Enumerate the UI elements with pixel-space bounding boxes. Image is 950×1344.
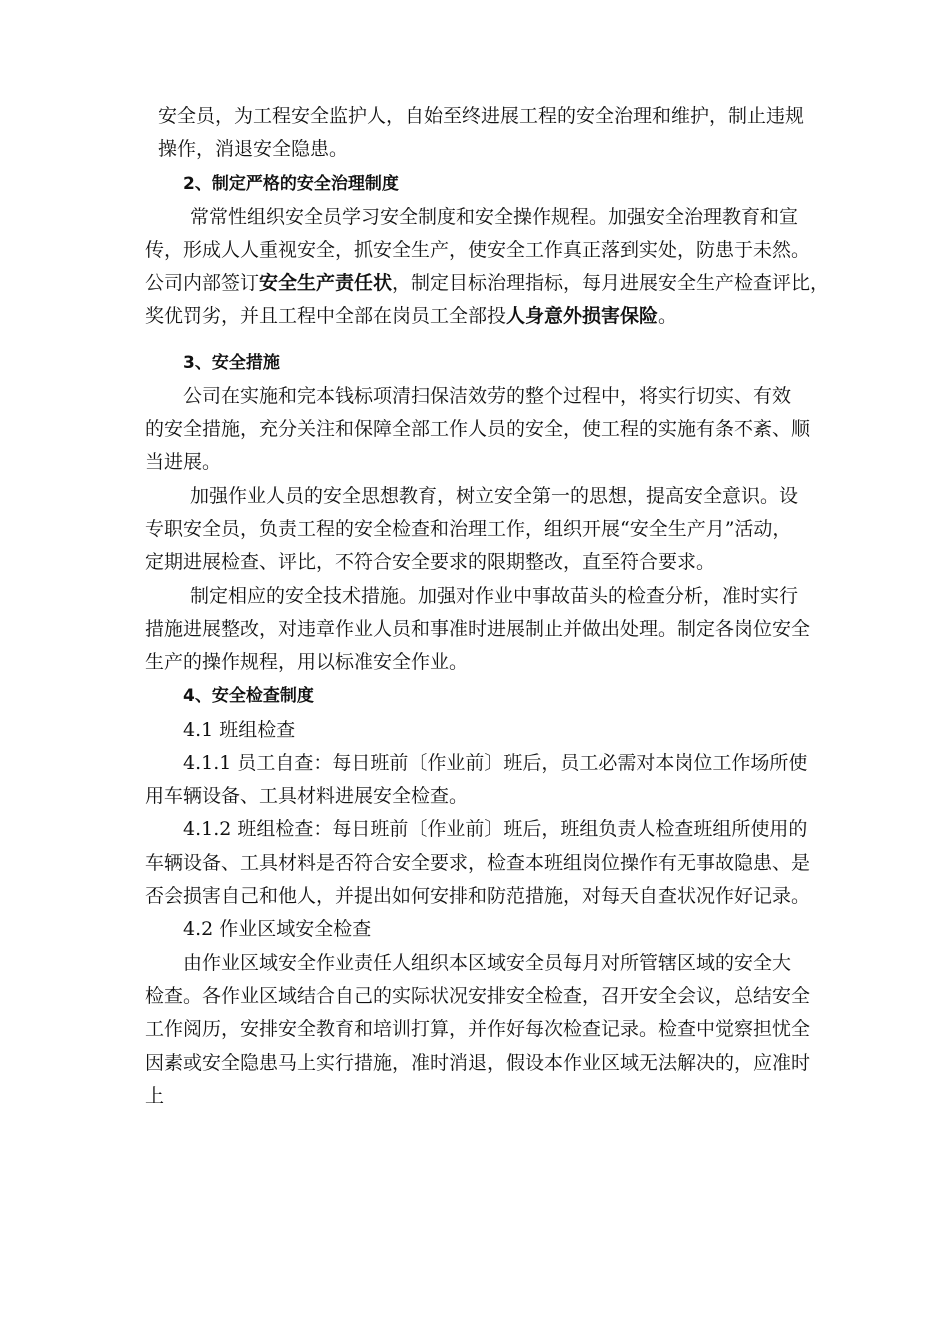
paragraph-line: 4.1.2 班组检查：每日班前〔作业前〕班后，班组负责人检查班组所使用的 xyxy=(183,818,808,840)
paragraph-line: 生产的操作规程，用以标准安全作业。 xyxy=(145,651,469,673)
paragraph-line: 常常性组织安全员学习安全制度和安全操作规程。加强安全治理教育和宣 xyxy=(190,206,799,228)
text-run: ，制定目标治理指标，每月进展安全生产检查评比， xyxy=(392,272,830,294)
section-heading-4: 4、安全检查制度 xyxy=(183,686,314,706)
subsection-heading-4-2: 4.2 作业区域安全检查 xyxy=(183,918,372,940)
paragraph-line: 用车辆设备、工具材料进展安全检查。 xyxy=(145,785,469,807)
paragraph-line: 因素或安全隐患马上实行措施，准时消退，假设本作业区域无法解决的，应准时 xyxy=(145,1052,811,1074)
paragraph-line: 上 xyxy=(145,1085,165,1107)
paragraph-line xyxy=(145,304,815,328)
paragraph-line: 安全员，为工程安全监护人，自始至终进展工程的安全治理和维护，制止违规 xyxy=(158,105,805,127)
text-run: 公司内部签订 xyxy=(145,272,260,294)
paragraph-line: 专职安全员，负责工程的安全检查和治理工作，组织开展“安全生产月”活动， xyxy=(145,518,792,540)
paragraph-line: 否会损害自己和他人，并提出如何安排和防范措施，对每天自查状况作好记录。 xyxy=(145,885,811,907)
paragraph-line: 公司在实施和完本钱标项清扫保洁效劳的整个过程中，将实行切实、有效 xyxy=(183,385,792,407)
paragraph-line: 当进展。 xyxy=(145,451,222,473)
section-heading-3: 3、安全措施 xyxy=(183,353,280,373)
paragraph-line: 制定相应的安全技术措施。加强对作业中事故苗头的检查分析，准时实行 xyxy=(190,585,799,607)
subsection-heading-4-1: 4.1 班组检查 xyxy=(183,719,296,741)
section-heading-2: 2、制定严格的安全治理制度 xyxy=(183,174,399,194)
paragraph-line: 传，形成人人重视安全，抓安全生产，使安全工作真正落到实处，防患于未然。 xyxy=(145,239,811,261)
bold-term-accident-insurance: 人身意外损害保险 xyxy=(506,305,659,327)
paragraph-line: 措施进展整改，对违章作业人员和事准时进展制止并做出处理。制定各岗位安全 xyxy=(145,618,811,640)
paragraph-line: 定期进展检查、评比，不符合安全要求的限期整改，直至符合要求。 xyxy=(145,551,716,573)
paragraph-line xyxy=(145,271,830,295)
text-run: 。 xyxy=(658,305,678,327)
paragraph-line: 4.1.1 员工自查：每日班前〔作业前〕班后，员工必需对本岗位工作场所使 xyxy=(183,752,808,774)
paragraph-line: 加强作业人员的安全思想教育，树立安全第一的思想，提高安全意识。设 xyxy=(190,485,799,507)
paragraph-line: 车辆设备、工具材料是否符合安全要求，检查本班组岗位操作有无事故隐患、是 xyxy=(145,852,811,874)
paragraph-line: 检查。各作业区域结合自己的实际状况安排安全检查，召开安全会议，总结安全 xyxy=(145,985,811,1007)
paragraph-line: 操作，消退安全隐患。 xyxy=(158,138,349,160)
text-run: 奖优罚劣，并且工程中全部在岗员工全部投 xyxy=(145,305,507,327)
bold-term-safety-responsibility: 安全生产责任状 xyxy=(259,272,393,294)
paragraph-line: 工作阅历，安排安全教育和培训打算，并作好每次检查记录。检查中觉察担忧全 xyxy=(145,1018,811,1040)
paragraph-line: 的安全措施，充分关注和保障全部工作人员的安全，使工程的实施有条不紊、顺 xyxy=(145,418,811,440)
paragraph-line: 由作业区域安全作业责任人组织本区域安全员每月对所管辖区域的安全大 xyxy=(183,952,792,974)
